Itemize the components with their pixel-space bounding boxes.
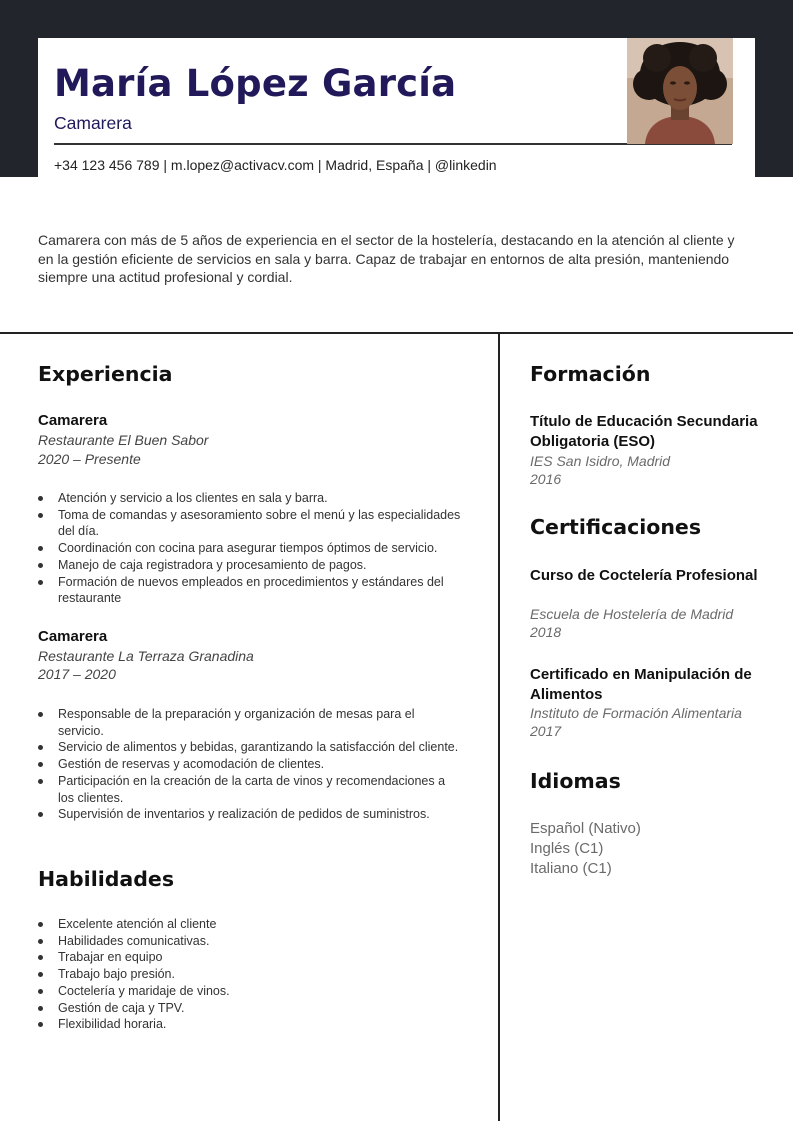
- education-heading: Formación: [530, 362, 651, 386]
- contact-line: +34 123 456 789 | m.lopez@activacv.com | Madrid, España | @linkedin: [54, 157, 497, 173]
- portrait-image: [627, 38, 733, 144]
- list-item: Gestión de reservas y acomodación de clientes.: [38, 756, 463, 773]
- education-school: IES San Isidro, Madrid: [530, 453, 671, 469]
- list-item: Trabajar en equipo: [38, 949, 458, 966]
- list-item: Coctelería y maridaje de vinos.: [38, 983, 458, 1000]
- list-item: Supervisión de inventarios y realización de pedidos de suministros.: [38, 806, 463, 823]
- job-2-period: 2017 – 2020: [38, 666, 116, 682]
- language-item: Inglés (C1): [530, 840, 604, 857]
- job-1-responsibilities: [38, 490, 473, 607]
- certifications-heading: Certificaciones: [530, 515, 702, 539]
- list-item: Flexibilidad horaria.: [38, 1016, 458, 1033]
- candidate-job-title: Camarera: [54, 113, 132, 133]
- job-1-company: Restaurante El Buen Sabor: [38, 432, 209, 448]
- certification-1-name: Curso de Coctelería Profesional: [530, 567, 758, 584]
- job-2-responsibilities: [38, 706, 463, 823]
- language-item: Italiano (C1): [530, 860, 612, 877]
- column-divider: [498, 332, 500, 1121]
- profile-summary: Camarera con más de 5 años de experiencia en el sector de la hostelería, destacando en la atención al cliente y en la gestión eficiente de servicios en sala y barra. Capaz de trabajar en entornos de alta presión, manteniendo siempre una actitud profesional y cordial.: [38, 232, 735, 286]
- header-card: [38, 38, 755, 198]
- list-item: Toma de comandas y asesoramiento sobre el menú y las especialidades del día.: [38, 507, 473, 540]
- list-item: Atención y servicio a los clientes en sala y barra.: [38, 490, 473, 507]
- job-1-role: Camarera: [38, 412, 108, 429]
- list-item: Manejo de caja registradora y procesamiento de pagos.: [38, 557, 473, 574]
- education-degree: Título de Educación Secundaria Obligatoria (ESO): [530, 413, 758, 450]
- list-item: Habilidades comunicativas.: [38, 933, 458, 950]
- experience-heading: Experiencia: [38, 362, 173, 386]
- education-year: 2016: [530, 471, 562, 487]
- list-item: Servicio de alimentos y bebidas, garantizando la satisfacción del cliente.: [38, 739, 463, 756]
- list-item: Coordinación con cocina para asegurar tiempos óptimos de servicio.: [38, 540, 473, 557]
- skills-list: [38, 916, 458, 1033]
- certification-1-year: 2018: [530, 624, 562, 640]
- candidate-name: María López García: [54, 62, 457, 105]
- language-item: Español (Nativo): [530, 820, 641, 837]
- certification-2-name: Certificado en Manipulación de Alimentos: [530, 666, 752, 703]
- list-item: Formación de nuevos empleados en procedimientos y estándares del restaurante: [38, 574, 473, 607]
- certification-2-year: 2017: [530, 723, 562, 739]
- section-divider: [0, 332, 793, 334]
- languages-heading: Idiomas: [530, 769, 621, 793]
- list-item: Participación en la creación de la carta de vinos y recomendaciones a los clientes.: [38, 773, 463, 806]
- job-2-company: Restaurante La Terraza Granadina: [38, 648, 254, 664]
- certification-2-issuer: Instituto de Formación Alimentaria: [530, 705, 742, 721]
- list-item: Trabajo bajo presión.: [38, 966, 458, 983]
- list-item: Responsable de la preparación y organización de mesas para el servicio.: [38, 706, 463, 739]
- profile-photo: [627, 38, 733, 144]
- certification-1-issuer: Escuela de Hostelería de Madrid: [530, 606, 734, 622]
- list-item: Gestión de caja y TPV.: [38, 1000, 458, 1017]
- job-2-role: Camarera: [38, 628, 108, 645]
- job-1-period: 2020 – Presente: [38, 451, 141, 467]
- list-item: Excelente atención al cliente: [38, 916, 458, 933]
- skills-heading: Habilidades: [38, 867, 175, 891]
